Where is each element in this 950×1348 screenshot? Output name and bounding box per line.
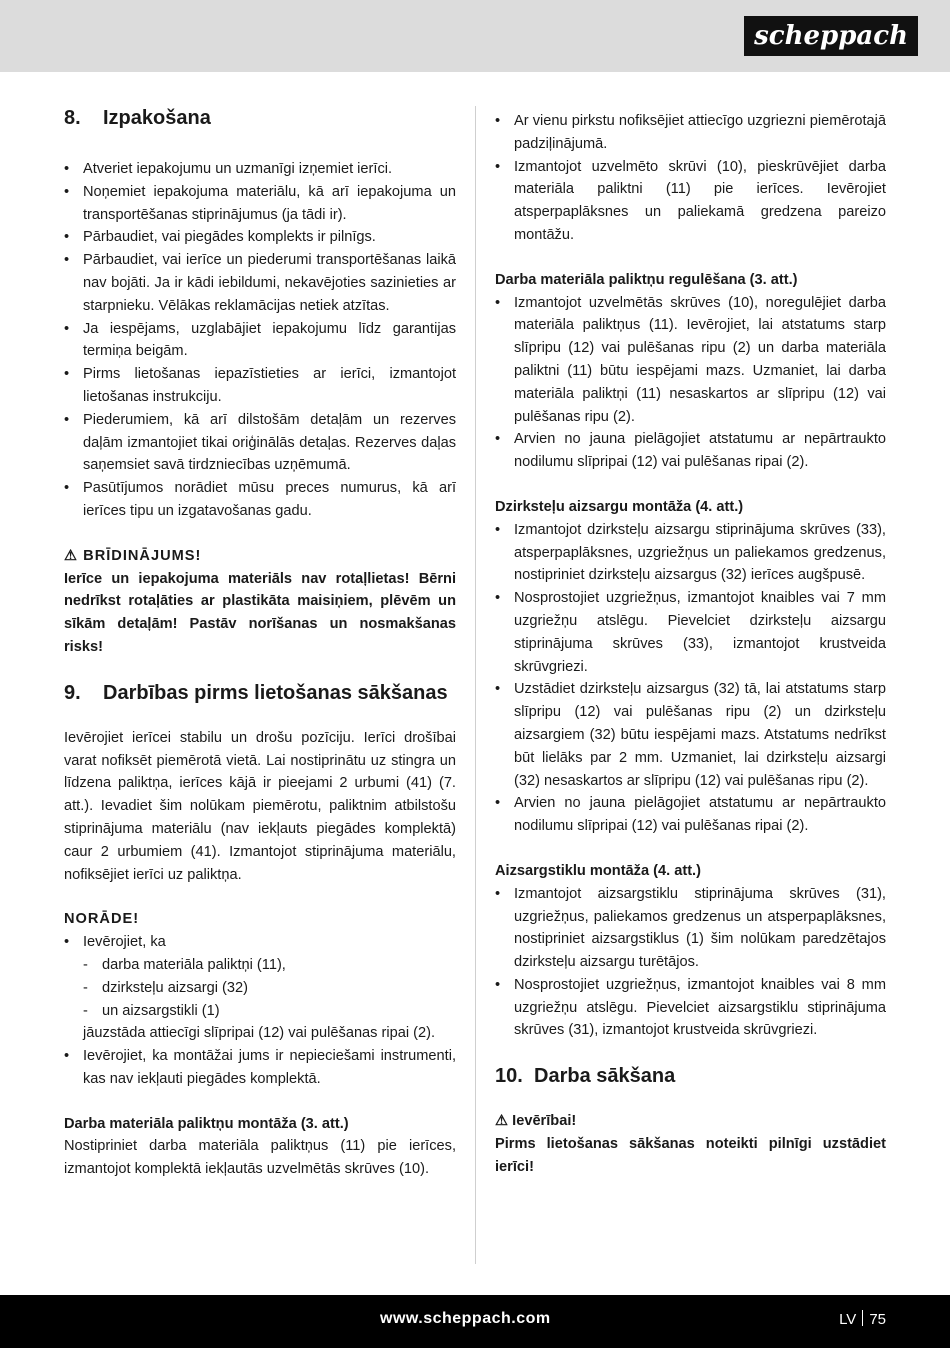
page-number: 75 [869,1311,886,1328]
setup-paragraph: Ievērojiet ierīcei stabilu un drošu pozīciju. Ierīci drošībai varat nofiksēt piemērotā vietā. Lai nostiprinātu uz stingra un līdzena paliktņa, ierīces kājā ir pieejami 2 urbumi (41) (7. att.). Ievadiet šim nolūkam piemērotu, paliktnim atbilstošu stiprinājuma materiālu (nav iekļauts piegādes komplektā) caur 2 urbumiem (41). Izmantojot stiprinājuma materiālu, nofiksējiet ierīci uz paliktņa. [64,729,456,883]
warning-icon: ⚠ [495,1113,509,1130]
page-indicator [839,1310,886,1328]
list-item [64,931,456,1045]
list-item: • Pārbaudiet, vai piegādes komplekts ir pilnīgs. [64,226,456,249]
website-link[interactable]: www.scheppach.com [380,1310,551,1327]
section-title: Darbības pirms lietošanas sākšanas [103,681,448,704]
list-item: • Ja iespējams, uzglabājiet iepakojumu līdz garantijas termiņa beigām. [64,318,456,364]
list-item: • Arvien no jauna pielāgojiet atstatumu ar nepārtraukto nodilumu slīpripai (12) vai pulēšanas ripai (2). [495,428,886,474]
list-item: • Izmantojot dzirksteļu aizsargu stiprinājuma skrūves (33), atsperpaplāksnes, uzgriežņus un paliekamos gredzenus, nostipriniet dzirksteļu aizsargus (32) ierīces augšpusē. [495,519,886,587]
list-item: • Piederumiem, kā arī dilstošām detaļām un rezerves daļām izmantojiet tikai oriģinālās detaļas. Rezerves daļas saņemsiet savā tirdzniecības uzņēmumā. [64,409,456,477]
section-8-heading [64,106,456,130]
dash-item: - dzirksteļu aizsargi (32) [83,977,456,1000]
adjust-list [495,292,886,474]
spark-heading: Dzirksteļu aizsargu montāža (4. att.) [495,498,744,515]
column-divider [475,106,476,1264]
unpacking-list [64,158,456,523]
attention-label-text: Ievērībai! [512,1113,577,1130]
list-item: • Nosprostojiet uzgriežņus, izmantojot knaibles vai 8 mm uzgriežņu atslēgu. Pievelciet aizsargstiklu stiprinājuma skrūves (31), izmantojot krustveida skrūvgriezi. [495,974,886,1042]
warning-label-text: BRĪDINĀJUMS! [83,547,202,564]
language-code: LV [839,1311,857,1328]
list-item: • Izmantojot uzvelmēto skrūvi (10), pieskrūvējiet darba materiāla paliktni (11) pie ierīces. Ievērojiet atsperpaplāksnes un paliekamā gredzena pareizo montāžu. [495,156,886,247]
list-item: • Ievērojiet, ka montāžai jums ir nepieciešami instrumenti, kas nav iekļauti piegādes komplektā. [64,1045,456,1091]
footer-bar [0,1295,950,1348]
list-item: • Arvien no jauna pielāgojiet atstatumu ar nepārtraukto nodilumu slīpripai (12) vai pulēšanas ripai (2). [495,792,886,838]
note-label: NORĀDE! [64,911,140,928]
glass-list [495,883,886,1043]
list-item: • Nosprostojiet uzgriežņus, izmantojot knaibles vai 7 mm uzgriežņu atslēgu. Pievelciet dzirksteļu aizsargu stiprinājuma skrūves (33), izmantojot krustveida skrūvgriezi. [495,587,886,678]
warning-text: Ierīce un iepakojuma materiāls nav rotaļlietas! Bērni nedrīkst rotaļāties ar plastikāta maisiņiem, plēvēm un sīkām detaļām! Pastāv norīšanas un nosmakšanas risks! [64,570,456,655]
section-9-heading [64,681,456,705]
warning-icon: ⚠ [64,547,79,564]
section-title: Darba sākšana [534,1065,676,1088]
attention-text: Pirms lietošanas sākšanas noteikti pilnīgi uzstādiet ierīci! [495,1136,886,1175]
dash-item: - darba materiāla paliktņi (11), [83,954,456,977]
section-title: Izpakošana [103,107,211,129]
spark-list [495,519,886,838]
list-item: • Uzstādiet dzirksteļu aizsargus (32) tā, lai atstatums starp slīpripu (12) vai pulēšanas ripu (2) un dzirksteļu aizsargiem (32) būtu iespējami mazs. Atstatums nedrīkst būt lielāks par 2 mm. Uzmaniet, lai dzirksteļu aizsargi (32) nesaskartos ar slīpripu (12) vai pulēšanas ripu (2). [495,678,886,792]
note-intro: Ievērojiet, ka [83,934,166,951]
list-item: • Pirms lietošanas iepazīstieties ar ierīci, izmantojot lietošanas instrukciju. [64,363,456,409]
list-item: • Izmantojot aizsargstiklu stiprinājuma skrūves (31), uzgriežņus, paliekamos gredzenus un atsperpaplāksnes, nostipriniet aizsargstiklus (1) šim nolūkam paredzētajos dzirksteļu aizsargu turētājos. [495,883,886,974]
list-item: • Pasūtījumos norādiet mūsu preces numurus, kā arī ierīces tipu un izgatavošanas gadu. [64,477,456,523]
mount-text: Nostipriniet darba materiāla paliktņus (11) pie ierīces, izmantojot komplektā iekļautās uzvelmētās skrūves (10). [64,1138,456,1178]
warning-label [64,545,456,568]
note-tail: jāuzstāda attiecīgi slīpripai (12) vai pulēšanas ripai (2). [83,1025,436,1042]
section-number: 10. [495,1065,523,1088]
section-number: 8. [64,107,81,129]
right-column [495,110,886,1179]
attention-label [495,1110,886,1133]
list-item: • Noņemiet iepakojuma materiālu, kā arī iepakojuma un transportēšanas stiprinājumus (ja tādi ir). [64,181,456,227]
section-number: 9. [64,681,81,704]
list-item: • Pārbaudiet, vai ierīce un piederumi transportēšanas laikā nav bojāti. Ja ir kādi iebildumi, nekavējoties sazinieties ar starpnieku. Vēlākas reklamācijas netiek atzītas. [64,249,456,317]
mount-heading: Darba materiāla paliktņu montāža (3. att.) [64,1115,349,1132]
list-item: • Ar vienu pirkstu nofiksējiet attiecīgo uzgriezni piemērotajā padziļinājumā. [495,110,886,156]
list-item: • Atveriet iepakojumu un uzmanīgi izņemiet ierīci. [64,158,456,181]
header-bar [0,0,950,72]
continued-list [495,110,886,247]
page-separator [862,1310,863,1326]
glass-heading: Aizsargstiklu montāža (4. att.) [495,862,701,879]
brand-logo: scheppach [744,16,918,56]
left-column [64,106,456,1181]
list-item: • Izmantojot uzvelmētās skrūves (10), noregulējiet darba materiāla paliktņus (11). Ievērojiet, lai atstatums starp slīpripu (12) vai pulēšanas ripu (2) un darba materiāla paliktni (11) būtu iespējami mazs. Uzmaniet, lai darba materiāla paliktņi (11) nesaskartos ar slīpripu (12) vai pulēšanas ripu (2). [495,292,886,429]
dash-list [83,954,456,1022]
adjust-heading: Darba materiāla paliktņu regulēšana (3. att.) [495,271,798,288]
dash-item: - un aizsargstikli (1) [83,1000,456,1023]
section-10-heading [495,1064,886,1088]
note-list [64,931,456,1091]
